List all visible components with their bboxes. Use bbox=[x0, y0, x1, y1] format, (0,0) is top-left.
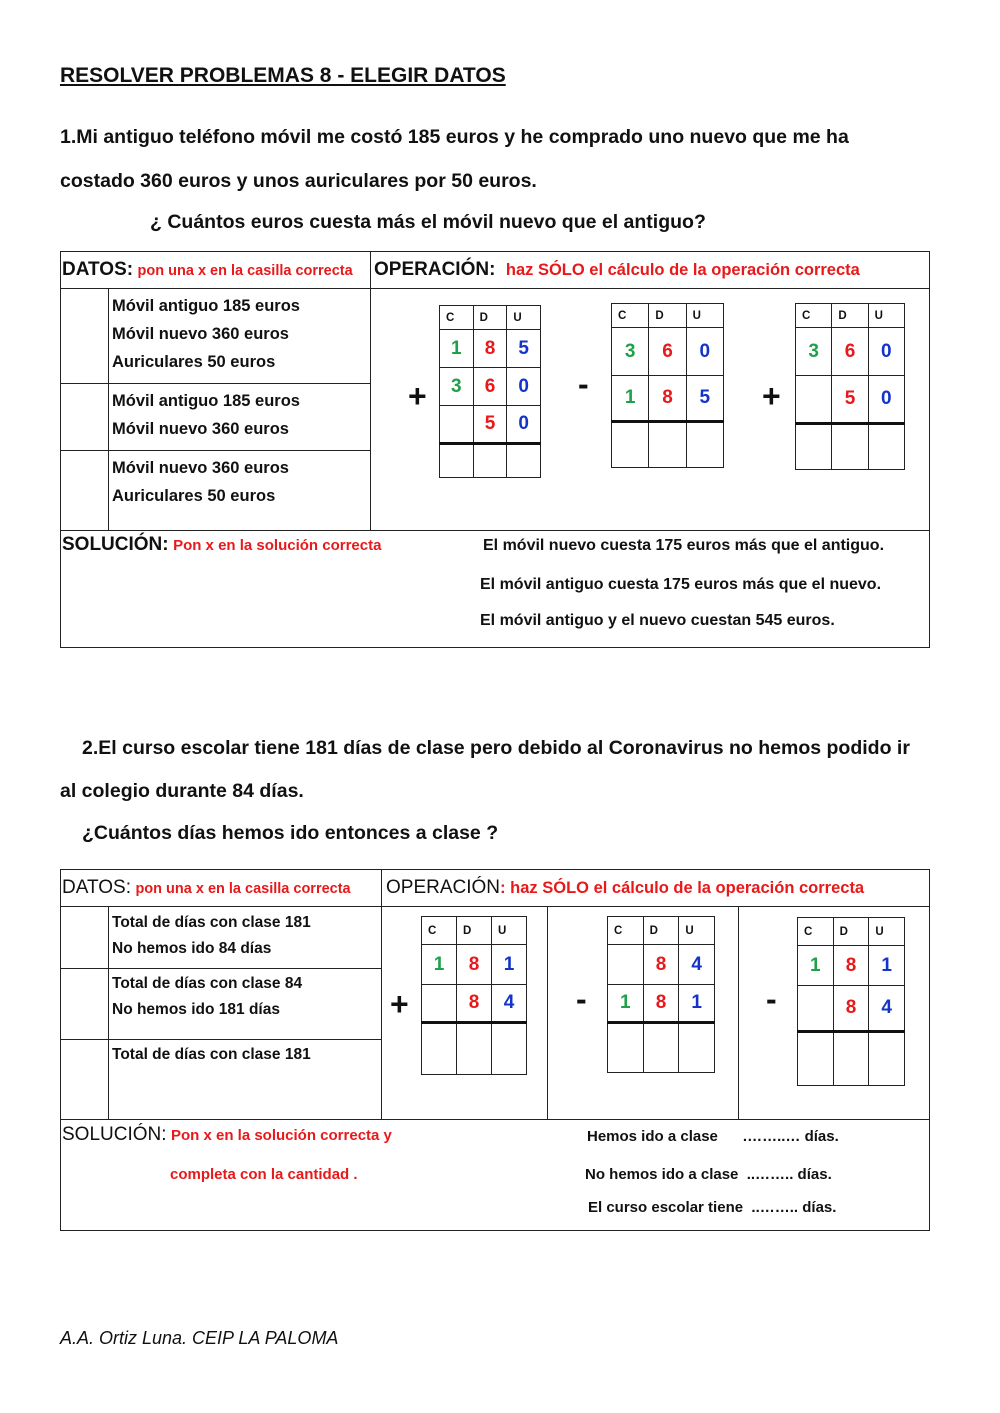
operacion-label: OPERACIÓN bbox=[386, 877, 501, 898]
header-cell: U bbox=[679, 917, 715, 945]
digit-cell[interactable]: 8 bbox=[649, 376, 686, 422]
digit-cell[interactable]: 1 bbox=[608, 985, 644, 1023]
operation-grid-1 bbox=[439, 305, 541, 478]
minus-sign: - bbox=[578, 366, 589, 402]
minus-sign: - bbox=[576, 981, 587, 1017]
answer-cell[interactable] bbox=[868, 424, 904, 470]
option-2 bbox=[112, 387, 300, 443]
operation-grid-3 bbox=[797, 917, 905, 1086]
option-checkbox[interactable] bbox=[61, 969, 107, 1038]
divider bbox=[60, 1039, 381, 1040]
digit-cell[interactable]: 6 bbox=[832, 328, 868, 376]
answer-cell[interactable] bbox=[832, 424, 868, 470]
answer-cell[interactable] bbox=[473, 444, 507, 478]
footer-author: A.A. Ortiz Luna. CEIP LA PALOMA bbox=[60, 1328, 339, 1348]
operation-grid-2 bbox=[611, 303, 724, 468]
digit-cell[interactable]: 4 bbox=[679, 945, 715, 985]
option-line: Total de días con clase 84 bbox=[112, 975, 303, 992]
option-line: Móvil antiguo 185 euros bbox=[112, 392, 300, 410]
digit-cell[interactable]: 3 bbox=[796, 328, 832, 376]
digit-cell[interactable]: 8 bbox=[473, 330, 507, 368]
plus-sign: + bbox=[408, 378, 427, 414]
datos-label: DATOS: bbox=[62, 259, 134, 280]
datos-hint: pon una x en la casilla correcta bbox=[137, 263, 353, 279]
solution-option[interactable]: El curso escolar tiene ..…….. días. bbox=[588, 1199, 837, 1216]
divider bbox=[60, 968, 381, 969]
solucion-label: SOLUCIÓN: bbox=[62, 534, 169, 555]
solucion-hint-2: completa con la cantidad . bbox=[170, 1166, 358, 1183]
answer-cell[interactable] bbox=[833, 1032, 869, 1086]
solution-option[interactable]: No hemos ido a clase ..…….. días. bbox=[585, 1166, 832, 1183]
option-1 bbox=[112, 910, 311, 962]
option-checkbox[interactable] bbox=[61, 907, 107, 967]
divider bbox=[60, 288, 930, 289]
digit-cell[interactable]: 3 bbox=[612, 328, 649, 376]
answer-cell[interactable] bbox=[686, 422, 723, 468]
option-line: Móvil nuevo 360 euros bbox=[112, 459, 289, 477]
header-cell: C bbox=[608, 917, 644, 945]
header-cell: C bbox=[796, 304, 832, 328]
divider bbox=[547, 906, 548, 1119]
plus-sign: + bbox=[390, 986, 409, 1022]
answer-cell[interactable] bbox=[422, 1023, 457, 1075]
divider bbox=[370, 251, 371, 530]
option-1 bbox=[112, 292, 300, 376]
option-line: Móvil nuevo 360 euros bbox=[112, 325, 289, 343]
option-line: Auriculares 50 euros bbox=[112, 487, 276, 505]
problem1-line2: costado 360 euros y unos auriculares por 50 euros. bbox=[60, 170, 537, 192]
header-cell: D bbox=[473, 306, 507, 330]
operacion-header bbox=[374, 259, 860, 281]
digit-cell[interactable] bbox=[608, 945, 644, 985]
divider bbox=[381, 869, 382, 1119]
operation-grid-2 bbox=[607, 916, 715, 1073]
problem2-question: ¿Cuántos días hemos ido entonces a clase ? bbox=[82, 822, 499, 844]
answer-cell[interactable] bbox=[507, 444, 541, 478]
datos-hint: pon una x en la casilla correcta bbox=[135, 881, 351, 897]
solution-option[interactable]: Hemos ido a clase .……..… días. bbox=[587, 1128, 839, 1145]
operation-grid-3 bbox=[795, 303, 905, 470]
problem2-line1: 2.El curso escolar tiene 181 días de clase pero debido al Coronavirus no hemos podido ir bbox=[82, 737, 910, 759]
digit-cell[interactable]: 8 bbox=[833, 986, 869, 1032]
operation-grid-1 bbox=[421, 916, 527, 1075]
digit-cell[interactable]: 0 bbox=[868, 376, 904, 424]
option-checkbox[interactable] bbox=[61, 289, 107, 382]
header-cell: C bbox=[440, 306, 474, 330]
plus-sign: + bbox=[762, 378, 781, 414]
option-line: Móvil nuevo 360 euros bbox=[112, 420, 289, 438]
divider bbox=[60, 1119, 930, 1120]
digit-cell[interactable]: 5 bbox=[507, 330, 541, 368]
operacion-label: OPERACIÓN: bbox=[374, 259, 496, 280]
option-line: No hemos ido 181 días bbox=[112, 1001, 280, 1018]
digit-cell[interactable]: 6 bbox=[473, 368, 507, 406]
header-cell: D bbox=[457, 917, 492, 945]
header-cell: D bbox=[832, 304, 868, 328]
digit-cell[interactable]: 3 bbox=[440, 368, 474, 406]
divider bbox=[60, 906, 930, 907]
header-cell: C bbox=[612, 304, 649, 328]
header-cell: U bbox=[869, 918, 905, 946]
solucion-header bbox=[62, 1124, 392, 1146]
solucion-label: SOLUCIÓN: bbox=[62, 1124, 167, 1145]
answer-cell[interactable] bbox=[649, 422, 686, 468]
digit-cell[interactable]: 1 bbox=[422, 945, 457, 985]
header-cell: C bbox=[798, 918, 834, 946]
problem1-line1: 1.Mi antiguo teléfono móvil me costó 185 euros y he comprado uno nuevo que me ha bbox=[60, 126, 849, 148]
divider bbox=[108, 288, 109, 530]
solution-option[interactable]: El móvil antiguo cuesta 175 euros más que el nuevo. bbox=[480, 576, 882, 593]
operacion-hint: haz SÓLO el cálculo de la operación correcta bbox=[505, 261, 860, 279]
digit-cell[interactable]: 4 bbox=[869, 986, 905, 1032]
option-checkbox[interactable] bbox=[61, 1040, 107, 1118]
datos-header bbox=[62, 259, 353, 281]
digit-cell[interactable]: 8 bbox=[457, 945, 492, 985]
digit-cell[interactable]: 5 bbox=[686, 376, 723, 422]
option-3 bbox=[112, 454, 289, 510]
answer-cell[interactable] bbox=[643, 1023, 679, 1073]
option-checkbox[interactable] bbox=[61, 384, 107, 449]
header-cell: D bbox=[643, 917, 679, 945]
solucion-header bbox=[62, 534, 381, 556]
digit-cell[interactable]: 4 bbox=[492, 985, 527, 1023]
divider bbox=[60, 530, 930, 531]
digit-cell[interactable] bbox=[796, 376, 832, 424]
header-cell: U bbox=[868, 304, 904, 328]
option-line: Total de días con clase 181 bbox=[112, 914, 311, 931]
header-cell: D bbox=[649, 304, 686, 328]
digit-cell[interactable]: 1 bbox=[492, 945, 527, 985]
option-checkbox[interactable] bbox=[61, 451, 107, 529]
header-cell: C bbox=[422, 917, 457, 945]
digit-cell[interactable] bbox=[422, 985, 457, 1023]
answer-cell[interactable] bbox=[440, 444, 474, 478]
operacion-header bbox=[386, 877, 864, 899]
header-cell: U bbox=[492, 917, 527, 945]
digit-cell[interactable]: 1 bbox=[679, 985, 715, 1023]
option-line: Móvil antiguo 185 euros bbox=[112, 297, 300, 315]
solucion-hint: Pon x en la solución correcta y bbox=[170, 1127, 392, 1144]
header-cell: U bbox=[507, 306, 541, 330]
option-line: No hemos ido 84 días bbox=[112, 940, 272, 957]
divider bbox=[108, 906, 109, 1119]
option-line: Total de días con clase 181 bbox=[112, 1046, 311, 1063]
digit-cell[interactable]: 0 bbox=[507, 406, 541, 444]
digit-cell[interactable]: 1 bbox=[612, 376, 649, 422]
datos-label: DATOS: bbox=[62, 877, 131, 898]
digit-cell[interactable]: 0 bbox=[686, 328, 723, 376]
problem2-line2: al colegio durante 84 días. bbox=[60, 780, 304, 802]
option-2 bbox=[112, 971, 302, 1023]
digit-cell[interactable]: 1 bbox=[869, 946, 905, 986]
minus-sign: - bbox=[766, 981, 777, 1017]
option-line: Auriculares 50 euros bbox=[112, 353, 276, 371]
digit-cell[interactable]: 8 bbox=[643, 985, 679, 1023]
digit-cell[interactable]: 0 bbox=[507, 368, 541, 406]
digit-cell[interactable]: 0 bbox=[868, 328, 904, 376]
header-cell: D bbox=[833, 918, 869, 946]
digit-cell[interactable]: 8 bbox=[643, 945, 679, 985]
digit-cell[interactable]: 6 bbox=[649, 328, 686, 376]
page-title: RESOLVER PROBLEMAS 8 - ELEGIR DATOS bbox=[60, 64, 506, 87]
digit-cell[interactable]: 8 bbox=[833, 946, 869, 986]
solution-option[interactable]: El móvil antiguo y el nuevo cuestan 545 euros. bbox=[480, 612, 835, 629]
digit-cell[interactable]: 8 bbox=[457, 985, 492, 1023]
solucion-hint: Pon x en la solución correcta bbox=[173, 537, 382, 554]
answer-cell[interactable] bbox=[608, 1023, 644, 1073]
operacion-hint: haz SÓLO el cálculo de la operación correcta bbox=[510, 879, 865, 897]
datos-header bbox=[62, 877, 351, 899]
digit-cell[interactable]: 5 bbox=[832, 376, 868, 424]
answer-cell[interactable] bbox=[796, 424, 832, 470]
answer-cell[interactable] bbox=[798, 1032, 834, 1086]
digit-cell[interactable]: 1 bbox=[440, 330, 474, 368]
option-3 bbox=[112, 1042, 311, 1068]
answer-cell[interactable] bbox=[457, 1023, 492, 1075]
header-cell: U bbox=[686, 304, 723, 328]
problem1-question: ¿ Cuántos euros cuesta más el móvil nuevo que el antiguo? bbox=[150, 211, 706, 233]
solution-option[interactable]: El móvil nuevo cuesta 175 euros más que el antiguo. bbox=[483, 537, 885, 554]
digit-cell[interactable]: 5 bbox=[473, 406, 507, 444]
digit-cell[interactable] bbox=[798, 986, 834, 1032]
answer-cell[interactable] bbox=[679, 1023, 715, 1073]
answer-cell[interactable] bbox=[492, 1023, 527, 1075]
digit-cell[interactable]: 1 bbox=[798, 946, 834, 986]
divider bbox=[738, 906, 739, 1119]
answer-cell[interactable] bbox=[869, 1032, 905, 1086]
answer-cell[interactable] bbox=[612, 422, 649, 468]
digit-cell[interactable] bbox=[440, 406, 474, 444]
operacion-colon: : bbox=[500, 878, 506, 897]
